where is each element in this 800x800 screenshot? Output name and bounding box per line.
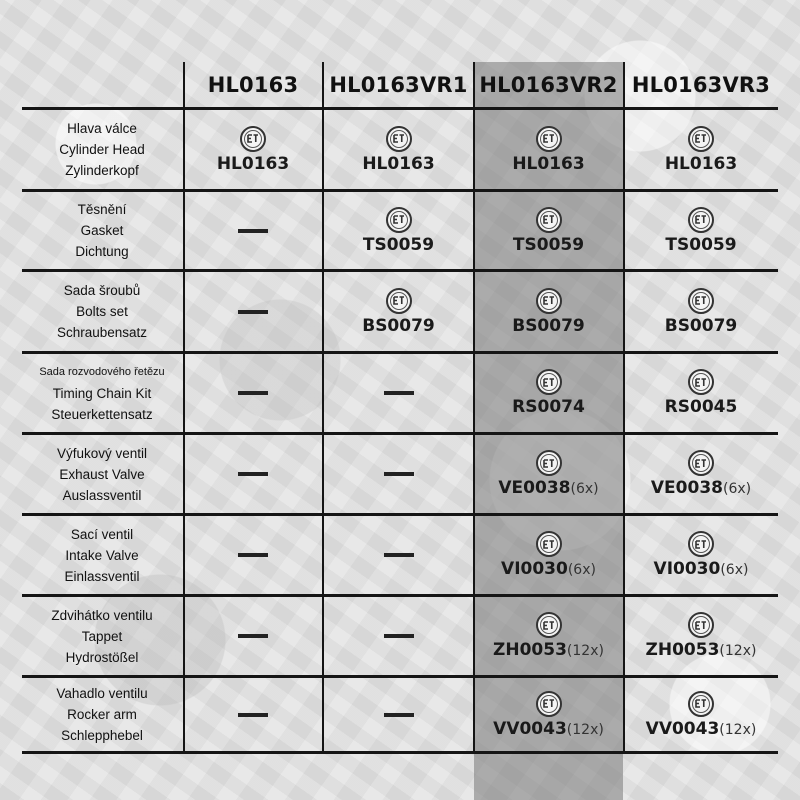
part-cell xyxy=(324,110,473,189)
row-label-line: Rocker arm xyxy=(67,707,137,722)
et-logo-icon xyxy=(536,288,562,314)
row-label-line: Gasket xyxy=(80,223,124,238)
column-header: HL0163VR1 xyxy=(329,73,468,97)
part-cell xyxy=(624,272,778,351)
not-included-dash xyxy=(384,472,414,476)
et-logo-ring xyxy=(540,373,558,391)
row-label-line: Sada rozvodového řetězu xyxy=(39,365,165,378)
part-code: HL0163 xyxy=(216,153,290,174)
column-header: HL0163 xyxy=(207,73,299,97)
part-code: RS0074 xyxy=(512,397,585,417)
part-code: ZH0053 xyxy=(493,640,567,660)
row-label xyxy=(22,516,182,594)
part-number xyxy=(665,154,737,174)
part-cell xyxy=(324,354,473,432)
part-code: VE0038 xyxy=(650,478,723,498)
et-logo-icon xyxy=(386,207,412,233)
row-label-line: Cylinder Head xyxy=(59,142,145,157)
part-code: BS0079 xyxy=(512,315,585,336)
part-cell xyxy=(184,192,322,269)
part-cell xyxy=(324,192,473,269)
row-label-line: Steuerkettensatz xyxy=(51,406,153,422)
et-logo-ring xyxy=(692,454,710,472)
part-code: VI0030 xyxy=(501,559,568,579)
row-label-line: Zylinderkopf xyxy=(65,163,139,178)
part-cell xyxy=(184,354,322,432)
part-quantity: (12x) xyxy=(566,643,604,659)
et-logo-ring xyxy=(390,211,408,229)
part-quantity: (12x) xyxy=(719,643,757,659)
part-cell xyxy=(474,110,623,189)
part-cell xyxy=(324,435,473,513)
row-label-line: Timing Chain Kit xyxy=(52,385,152,401)
et-logo-icon xyxy=(386,288,412,314)
column-header: HL0163VR2 xyxy=(479,73,618,97)
part-code: TS0059 xyxy=(665,234,737,255)
part-number xyxy=(362,316,435,336)
et-logo-icon xyxy=(386,126,412,152)
part-cell xyxy=(184,272,322,351)
part-number xyxy=(493,640,604,660)
row-label xyxy=(22,597,182,675)
part-cell xyxy=(624,192,778,269)
row-label-line: Hlava válce xyxy=(67,121,137,136)
part-number xyxy=(646,719,757,739)
row-label-line: Bolts set xyxy=(76,304,128,319)
et-logo-ring xyxy=(692,695,710,713)
part-number xyxy=(493,719,604,739)
part-cell xyxy=(324,678,473,751)
part-cell xyxy=(184,597,322,675)
part-cell xyxy=(624,354,778,432)
et-logo-ring xyxy=(692,616,710,634)
row-label-line: Schlepphebel xyxy=(61,728,143,743)
row-label-line: Hydrostößel xyxy=(65,649,139,665)
row-label-line: Tappet xyxy=(81,628,123,644)
not-included-dash xyxy=(238,634,268,638)
part-quantity: (6x) xyxy=(720,562,749,578)
not-included-dash xyxy=(238,713,268,717)
part-number xyxy=(363,235,434,255)
part-number xyxy=(512,397,585,417)
not-included-dash xyxy=(384,634,414,638)
row-label-line: Einlassventil xyxy=(64,568,140,584)
part-number xyxy=(654,559,749,579)
part-cell xyxy=(624,597,778,675)
row-label xyxy=(22,272,182,351)
part-number xyxy=(665,235,736,255)
part-number xyxy=(498,478,598,498)
et-logo-icon xyxy=(688,207,714,233)
part-code: TS0059 xyxy=(362,234,435,255)
et-logo-icon xyxy=(536,531,562,557)
part-quantity: (6x) xyxy=(722,481,752,497)
not-included-dash xyxy=(238,391,268,395)
et-logo-ring xyxy=(244,130,262,148)
part-code: VV0043 xyxy=(493,718,567,739)
part-number xyxy=(665,397,738,417)
row-label xyxy=(22,110,182,189)
row-label-line: Výfukový ventil xyxy=(56,445,148,461)
part-cell xyxy=(474,192,623,269)
not-included-dash xyxy=(384,713,414,717)
part-number xyxy=(513,235,584,255)
part-quantity: (6x) xyxy=(567,562,596,578)
part-code: HL0163 xyxy=(362,153,435,174)
part-cell xyxy=(624,435,778,513)
et-logo-ring xyxy=(540,695,558,713)
part-cell xyxy=(474,597,623,675)
part-number xyxy=(501,559,596,579)
part-code: VV0043 xyxy=(645,718,720,739)
part-cell xyxy=(184,110,322,189)
part-code: HL0163 xyxy=(664,153,738,174)
part-number xyxy=(362,154,434,174)
part-cell xyxy=(324,516,473,594)
et-logo-ring xyxy=(540,454,558,472)
et-logo-icon xyxy=(536,207,562,233)
part-code: BS0079 xyxy=(362,315,435,336)
part-code: TS0059 xyxy=(512,234,585,255)
et-logo-icon xyxy=(688,691,714,717)
part-number xyxy=(217,154,289,174)
row-label xyxy=(22,678,182,751)
not-included-dash xyxy=(238,553,268,557)
row-label-line: Exhaust Valve xyxy=(59,466,145,482)
column-header: HL0163VR3 xyxy=(631,73,771,97)
et-logo-ring xyxy=(540,211,558,229)
row-label xyxy=(22,192,182,269)
part-code: ZH0053 xyxy=(645,640,720,660)
part-number xyxy=(651,478,751,498)
not-included-dash xyxy=(384,391,414,395)
part-cell xyxy=(324,272,473,351)
et-logo-icon xyxy=(536,612,562,638)
et-logo-ring xyxy=(692,535,710,553)
et-logo-icon xyxy=(688,126,714,152)
row-label-line: Vahadlo ventilu xyxy=(56,686,148,701)
part-quantity: (12x) xyxy=(566,721,604,738)
part-cell xyxy=(624,516,778,594)
row-label xyxy=(22,435,182,513)
et-logo-icon xyxy=(536,126,562,152)
row-label-line: Schraubensatz xyxy=(56,325,148,340)
part-number xyxy=(512,154,584,174)
et-logo-ring xyxy=(692,130,710,148)
et-logo-icon xyxy=(688,450,714,476)
row-label xyxy=(22,354,182,432)
row-label-line: Těsnění xyxy=(77,202,127,217)
part-cell xyxy=(184,435,322,513)
et-logo-ring xyxy=(692,373,710,391)
part-number xyxy=(512,316,585,336)
not-included-dash xyxy=(384,553,414,557)
part-code: BS0079 xyxy=(664,315,738,336)
et-logo-ring xyxy=(540,535,558,553)
part-cell xyxy=(474,516,623,594)
part-cell xyxy=(624,110,778,189)
et-logo-icon xyxy=(536,369,562,395)
not-included-dash xyxy=(238,472,268,476)
et-logo-icon xyxy=(688,369,714,395)
et-logo-icon xyxy=(688,612,714,638)
et-logo-ring xyxy=(692,292,710,310)
not-included-dash xyxy=(238,310,268,314)
part-code: VE0038 xyxy=(498,478,571,498)
row-label-line: Dichtung xyxy=(75,244,129,259)
et-logo-ring xyxy=(390,130,408,148)
part-cell xyxy=(474,272,623,351)
row-label-line: Sada šroubů xyxy=(63,283,141,298)
part-cell xyxy=(184,516,322,594)
part-quantity: (6x) xyxy=(570,481,599,497)
et-logo-ring xyxy=(540,292,558,310)
row-label-line: Sací ventil xyxy=(70,526,134,542)
not-included-dash xyxy=(238,229,268,233)
et-logo-ring xyxy=(692,211,710,229)
et-logo-icon xyxy=(536,450,562,476)
et-logo-icon xyxy=(536,691,562,717)
row-divider xyxy=(22,751,778,754)
part-number xyxy=(665,316,738,336)
part-cell xyxy=(474,354,623,432)
part-cell xyxy=(324,597,473,675)
row-label-line: Intake Valve xyxy=(65,547,139,563)
part-cell xyxy=(474,435,623,513)
part-code: HL0163 xyxy=(512,153,585,174)
et-logo-icon xyxy=(688,288,714,314)
part-number xyxy=(646,640,757,660)
part-cell xyxy=(474,678,623,751)
part-cell xyxy=(184,678,322,751)
et-logo-ring xyxy=(540,130,558,148)
part-code: RS0045 xyxy=(664,397,738,417)
part-code: VI0030 xyxy=(653,559,721,579)
part-quantity: (12x) xyxy=(719,721,757,738)
part-cell xyxy=(624,678,778,751)
et-logo-ring xyxy=(390,292,408,310)
row-label-line: Zdvihátko ventilu xyxy=(51,607,153,623)
row-label-line: Auslassventil xyxy=(62,487,142,503)
et-logo-icon xyxy=(240,126,266,152)
et-logo-ring xyxy=(540,616,558,634)
et-logo-icon xyxy=(688,531,714,557)
